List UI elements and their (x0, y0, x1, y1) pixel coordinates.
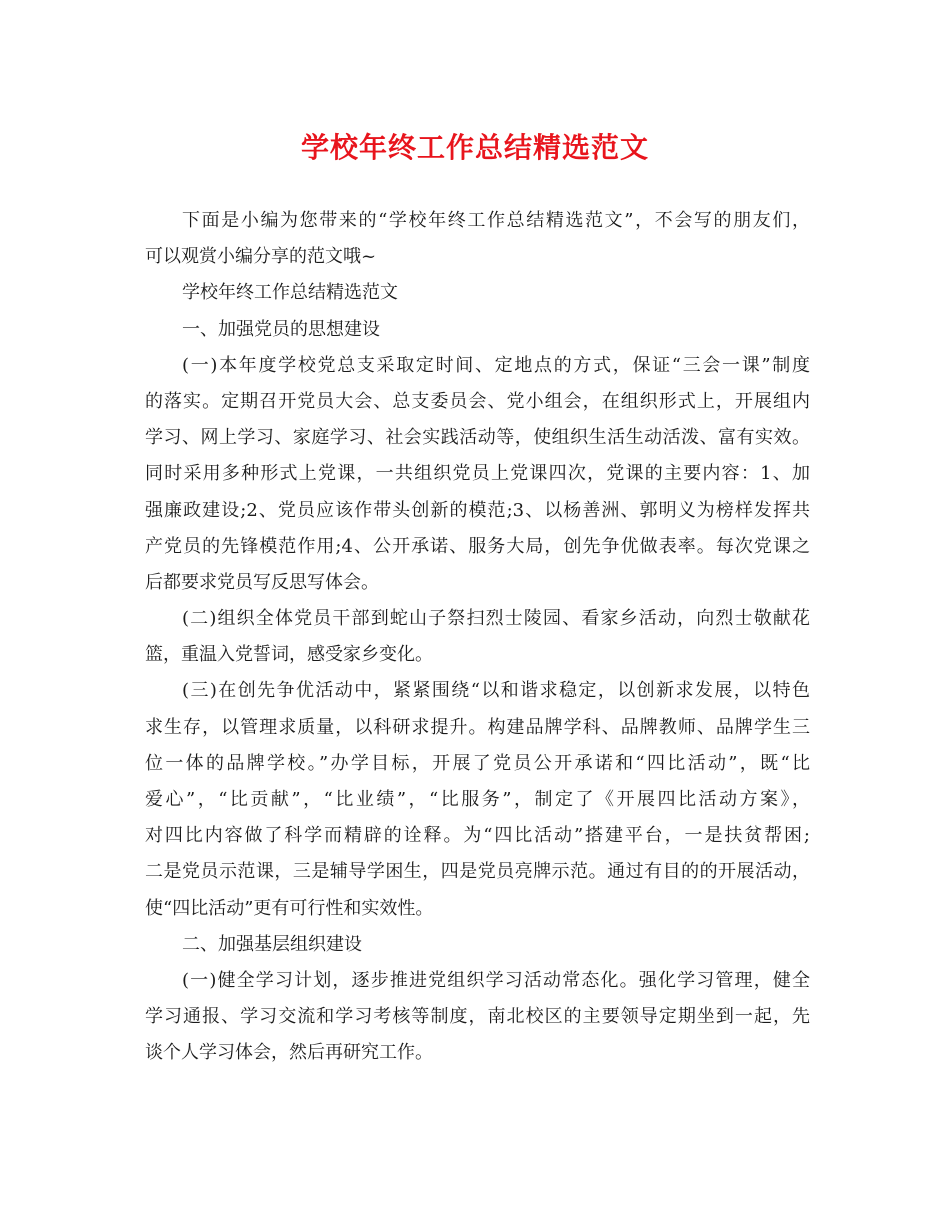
text-line: 学习通报、学习交流和学习考核等制度，南北校区的主要领导定期坐到一起，先 (145, 1006, 810, 1028)
text-line: 的落实。定期召开党员大会、总支委员会、党小组会，在组织形式上，开展组内 (145, 390, 810, 412)
text-line: 学习、网上学习、家庭学习、社会实践活动等，使组织生活生动活泼、富有实效。 (145, 427, 810, 449)
text-line: 使“四比活动”更有可行性和实效性。 (145, 897, 434, 919)
text-line: (一)本年度学校党总支采取定时间、定地点的方式，保证“三会一课”制度 (182, 354, 810, 376)
text-line: (三)在创先争优活动中，紧紧围绕“以和谐求稳定，以创新求发展，以特色 (182, 680, 810, 702)
text-line: 下面是小编为您带来的“学校年终工作总结精选范文”，不会写的朋友们， (182, 210, 810, 231)
text-line: 一、加强党员的思想建设 (182, 318, 380, 340)
text-line: 同时采用多种形式上党课，一共组织党员上党课四次，党课的主要内容：1、加 (145, 463, 810, 485)
document-title: 学校年终工作总结精选范文 (300, 131, 649, 164)
text-line: 后都要求党员写反思写体会。 (145, 571, 379, 593)
text-line: 谈个人学习体会，然后再研究工作。 (145, 1042, 433, 1064)
text-line: 二是党员示范课，三是辅导学困生，四是党员亮牌示范。通过有目的的开展活动， (145, 861, 810, 883)
text-line: 对四比内容做了科学而精辟的诠释。为“四比活动”搭建平台，一是扶贫帮困; (145, 825, 810, 847)
text-line: 求生存，以管理求质量，以科研求提升。构建品牌学科、品牌教师、品牌学生三 (145, 716, 810, 738)
document-body (145, 203, 810, 1072)
text-line: 篮，重温入党誓词，感受家乡变化。 (145, 644, 433, 666)
text-line: 可以观赏小编分享的范文哦~ (145, 246, 377, 268)
text-line: 产党员的先锋模范作用;4、公开承诺、服务大局，创先争优做表率。每次党课之 (145, 535, 810, 557)
text-line: (二)组织全体党员干部到蛇山子祭扫烈士陵园、看家乡活动，向烈士敬献花 (182, 608, 810, 630)
text-line: 爱心”，“比贡献”，“比业绩”，“比服务”，制定了《开展四比活动方案》， (145, 789, 810, 810)
text-line: 学校年终工作总结精选范文 (182, 282, 398, 304)
text-line: (一)健全学习计划，逐步推进党组织学习活动常态化。强化学习管理，健全 (182, 969, 810, 991)
text-line: 位一体的品牌学校。”办学目标，开展了党员公开承诺和“四比活动”，既“比 (145, 752, 810, 774)
text-line: 二、加强基层组织建设 (182, 933, 362, 955)
text-line: 强廉政建设;2、党员应该作带头创新的模范;3、以杨善洲、郭明义为榜样发挥共 (145, 499, 810, 521)
